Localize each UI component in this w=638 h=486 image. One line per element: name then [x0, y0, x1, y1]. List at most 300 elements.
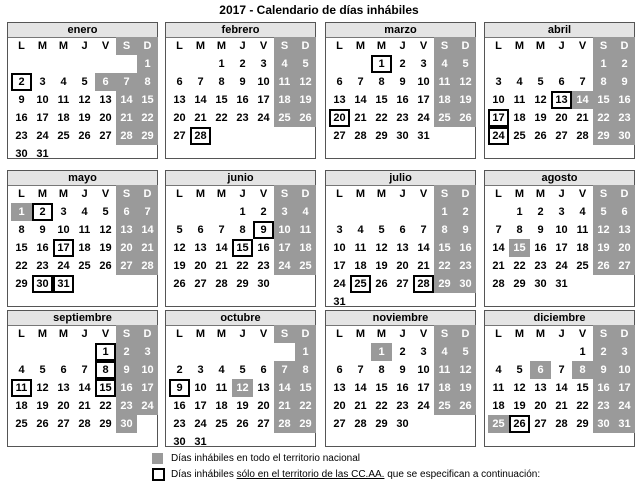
- day-cell: 26: [236, 418, 249, 430]
- weekday-label: D: [620, 40, 629, 52]
- day-cell: 21: [137, 239, 158, 257]
- day-cell: 31: [417, 130, 430, 142]
- day-cell: 18: [513, 112, 526, 124]
- day-cell: 17: [417, 94, 430, 106]
- weekday-label: L: [336, 328, 343, 340]
- weekday-label: D: [301, 328, 310, 340]
- day-cell: 20: [116, 239, 137, 257]
- day-cell: 4: [218, 364, 225, 376]
- day-cell: 8: [516, 224, 523, 236]
- day-cell: 2: [537, 206, 544, 218]
- weekday-label: M: [58, 328, 69, 340]
- weekday-label: V: [259, 328, 268, 340]
- day-cell: 9: [239, 76, 246, 88]
- day-cell: 31: [36, 148, 49, 160]
- day-cell: 29: [434, 275, 455, 293]
- day-cell: 9: [593, 361, 614, 379]
- day-regional-holiday: 17: [53, 239, 74, 257]
- day-cell: 22: [375, 112, 388, 124]
- day-cell: 9: [399, 76, 406, 88]
- month-name: diciembre: [485, 311, 634, 326]
- day-cell: 10: [57, 224, 70, 236]
- day-cell: 10: [614, 361, 635, 379]
- weekday-label: M: [514, 328, 525, 340]
- day-cell: 7: [579, 76, 586, 88]
- day-cell: 29: [15, 278, 28, 290]
- day-regional-holiday: 2: [11, 73, 32, 91]
- day-cell: 15: [215, 94, 228, 106]
- day-cell: 10: [333, 242, 346, 254]
- day-cell: 18: [434, 379, 455, 397]
- day-cell: 16: [257, 242, 270, 254]
- day-cell: 4: [495, 364, 502, 376]
- day-cell: 24: [57, 260, 70, 272]
- day-regional-holiday: 9: [253, 221, 274, 239]
- day-cell: 24: [194, 418, 207, 430]
- day-cell: 7: [197, 76, 204, 88]
- weekday-label: M: [37, 40, 48, 52]
- day-cell: 23: [534, 260, 547, 272]
- day-cell: 5: [455, 343, 476, 361]
- day-cell: 3: [558, 206, 565, 218]
- day-cell: 16: [116, 379, 137, 397]
- day-cell: 2: [614, 55, 635, 73]
- weekday-label: M: [535, 188, 546, 200]
- weekday-label: L: [336, 40, 343, 52]
- day-cell: 5: [516, 364, 523, 376]
- month-name: julio: [326, 171, 475, 186]
- day-cell: 22: [513, 260, 526, 272]
- day-cell: 7: [357, 76, 364, 88]
- day-cell: 5: [455, 55, 476, 73]
- day-cell: 19: [236, 400, 249, 412]
- weekday-label: J: [239, 188, 246, 200]
- day-cell: 2: [455, 203, 476, 221]
- weekday-label: M: [216, 188, 227, 200]
- day-cell: 20: [57, 400, 70, 412]
- legend-regional-text: Días inhábiles sólo en el territorio de las CC.AA. que se especifican a continuación:: [171, 469, 541, 480]
- month-name: octubre: [166, 311, 315, 326]
- day-cell: 16: [614, 91, 635, 109]
- day-national-holiday: 1: [371, 343, 392, 361]
- day-cell: 16: [236, 94, 249, 106]
- day-cell: 6: [60, 364, 67, 376]
- day-cell: 29: [513, 278, 526, 290]
- day-cell: 17: [614, 379, 635, 397]
- day-cell: 19: [534, 112, 547, 124]
- day-cell: 11: [78, 224, 91, 236]
- day-cell: 26: [455, 397, 476, 415]
- day-cell: 9: [39, 224, 46, 236]
- month-mayo: [7, 170, 158, 307]
- day-cell: 23: [396, 400, 409, 412]
- day-cell: 17: [194, 400, 207, 412]
- day-cell: 3: [60, 206, 67, 218]
- weekday-label: J: [399, 188, 406, 200]
- day-national-holiday: 12: [232, 379, 253, 397]
- day-national-holiday: 14: [572, 91, 593, 109]
- weekday-label: M: [58, 188, 69, 200]
- day-national-holiday: 8: [572, 361, 593, 379]
- weekday-label: V: [101, 188, 110, 200]
- day-cell: 15: [576, 382, 589, 394]
- day-cell: 8: [239, 224, 246, 236]
- day-cell: 22: [236, 260, 249, 272]
- day-cell: 12: [173, 242, 186, 254]
- day-cell: 9: [455, 221, 476, 239]
- day-cell: 14: [417, 242, 430, 254]
- day-cell: 2: [399, 58, 406, 70]
- month-enero: [7, 22, 158, 159]
- outlined-box-icon: [152, 468, 165, 481]
- weekday-label: L: [495, 328, 502, 340]
- day-cell: 6: [614, 203, 635, 221]
- day-cell: 14: [215, 242, 228, 254]
- day-cell: 1: [516, 206, 523, 218]
- day-cell: 26: [295, 109, 316, 127]
- day-cell: 22: [215, 112, 228, 124]
- weekday-label: J: [81, 188, 88, 200]
- day-cell: 4: [516, 76, 523, 88]
- weekday-label: S: [122, 188, 131, 200]
- day-cell: 12: [455, 361, 476, 379]
- day-cell: 4: [18, 364, 25, 376]
- day-cell: 19: [375, 260, 388, 272]
- day-regional-holiday: 31: [53, 275, 74, 293]
- day-cell: 26: [78, 130, 91, 142]
- day-national-holiday: 15: [509, 239, 530, 257]
- day-cell: 3: [336, 224, 343, 236]
- month-junio: [165, 170, 316, 307]
- weekday-label: J: [558, 40, 565, 52]
- weekday-label: V: [578, 188, 587, 200]
- weekday-label: V: [419, 188, 428, 200]
- day-cell: 27: [614, 257, 635, 275]
- day-cell: 12: [375, 242, 388, 254]
- day-cell: 8: [295, 361, 316, 379]
- day-cell: 14: [116, 91, 137, 109]
- day-cell: 1: [434, 203, 455, 221]
- day-cell: 3: [495, 76, 502, 88]
- day-cell: 3: [420, 346, 427, 358]
- day-cell: 28: [354, 418, 367, 430]
- day-cell: 29: [99, 418, 112, 430]
- day-cell: 23: [257, 260, 270, 272]
- day-cell: 24: [257, 112, 270, 124]
- day-cell: 18: [492, 400, 505, 412]
- day-cell: 15: [15, 242, 28, 254]
- day-cell: 29: [375, 418, 388, 430]
- day-cell: 27: [333, 418, 346, 430]
- day-cell: 5: [295, 55, 316, 73]
- day-cell: 26: [455, 109, 476, 127]
- day-cell: 23: [173, 418, 186, 430]
- month-name: septiembre: [8, 311, 157, 326]
- weekday-label: S: [599, 188, 608, 200]
- day-cell: 8: [378, 364, 385, 376]
- day-cell: 28: [354, 130, 367, 142]
- weekday-label: M: [195, 188, 206, 200]
- weekday-label: J: [558, 188, 565, 200]
- day-cell: 17: [274, 239, 295, 257]
- day-cell: 24: [36, 130, 49, 142]
- day-cell: 8: [137, 73, 158, 91]
- day-cell: 25: [576, 260, 589, 272]
- day-cell: 5: [39, 364, 46, 376]
- day-cell: 2: [116, 343, 137, 361]
- day-cell: 15: [375, 94, 388, 106]
- day-cell: 21: [576, 112, 589, 124]
- day-cell: 18: [274, 91, 295, 109]
- day-cell: 16: [396, 382, 409, 394]
- day-cell: 30: [396, 418, 409, 430]
- day-cell: 28: [274, 415, 295, 433]
- day-cell: 14: [78, 382, 91, 394]
- weekday-label: L: [495, 40, 502, 52]
- month-julio: [325, 170, 476, 307]
- day-cell: 14: [555, 382, 568, 394]
- weekday-label: M: [514, 188, 525, 200]
- day-cell: 15: [295, 379, 316, 397]
- day-cell: 17: [417, 382, 430, 394]
- day-cell: 20: [99, 112, 112, 124]
- day-cell: 30: [257, 278, 270, 290]
- day-cell: 25: [78, 260, 91, 272]
- day-cell: 26: [593, 257, 614, 275]
- day-cell: 21: [215, 260, 228, 272]
- day-national-holiday: 6: [530, 361, 551, 379]
- month-name: junio: [166, 171, 315, 186]
- day-cell: 13: [396, 242, 409, 254]
- day-cell: 11: [434, 361, 455, 379]
- day-cell: 21: [354, 112, 367, 124]
- day-cell: 4: [81, 206, 88, 218]
- day-cell: 14: [492, 242, 505, 254]
- day-cell: 23: [593, 397, 614, 415]
- day-cell: 30: [396, 130, 409, 142]
- weekday-label: V: [419, 40, 428, 52]
- day-cell: 10: [36, 94, 49, 106]
- weekday-label: V: [101, 40, 110, 52]
- day-cell: 29: [576, 418, 589, 430]
- day-cell: 11: [274, 73, 295, 91]
- weekday-label: L: [176, 40, 183, 52]
- day-cell: 21: [78, 400, 91, 412]
- day-cell: 1: [239, 206, 246, 218]
- day-cell: 3: [39, 76, 46, 88]
- day-cell: 22: [593, 109, 614, 127]
- weekday-label: M: [535, 40, 546, 52]
- day-cell: 30: [15, 148, 28, 160]
- day-cell: 14: [274, 379, 295, 397]
- day-cell: 9: [18, 94, 25, 106]
- day-cell: 2: [593, 343, 614, 361]
- day-cell: 30: [173, 436, 186, 448]
- day-cell: 25: [434, 397, 455, 415]
- day-cell: 1: [593, 55, 614, 73]
- day-cell: 8: [18, 224, 25, 236]
- day-cell: 17: [257, 94, 270, 106]
- day-cell: 31: [614, 415, 635, 433]
- day-cell: 30: [614, 127, 635, 145]
- day-cell: 7: [357, 364, 364, 376]
- day-cell: 7: [420, 224, 427, 236]
- day-cell: 8: [378, 76, 385, 88]
- day-cell: 10: [492, 94, 505, 106]
- day-cell: 21: [116, 109, 137, 127]
- day-regional-holiday: 13: [551, 91, 572, 109]
- day-cell: 27: [555, 130, 568, 142]
- month-septiembre: [7, 310, 158, 447]
- day-regional-holiday: 24: [488, 127, 509, 145]
- month-name: febrero: [166, 23, 315, 38]
- day-cell: 23: [15, 130, 28, 142]
- weekday-label: M: [535, 328, 546, 340]
- weekday-label: S: [122, 328, 131, 340]
- weekday-label: M: [58, 40, 69, 52]
- day-cell: 18: [354, 260, 367, 272]
- weekday-label: V: [578, 328, 587, 340]
- day-regional-holiday: 28: [190, 127, 211, 145]
- day-cell: 10: [137, 361, 158, 379]
- day-cell: 4: [434, 343, 455, 361]
- day-cell: 22: [137, 109, 158, 127]
- day-cell: 22: [434, 257, 455, 275]
- day-cell: 7: [558, 364, 565, 376]
- weekday-label: D: [620, 188, 629, 200]
- day-cell: 22: [99, 400, 112, 412]
- weekday-label: V: [259, 40, 268, 52]
- day-cell: 3: [260, 58, 267, 70]
- day-cell: 13: [257, 382, 270, 394]
- weekday-label: M: [216, 40, 227, 52]
- day-cell: 10: [555, 224, 568, 236]
- day-regional-holiday: 2: [32, 203, 53, 221]
- day-cell: 8: [593, 73, 614, 91]
- weekday-label: M: [216, 328, 227, 340]
- weekday-label: J: [558, 328, 565, 340]
- day-cell: 10: [417, 76, 430, 88]
- month-name: abril: [485, 23, 634, 38]
- day-cell: 19: [78, 112, 91, 124]
- day-cell: 22: [375, 400, 388, 412]
- weekday-label: D: [620, 328, 629, 340]
- day-cell: 30: [534, 278, 547, 290]
- day-cell: 16: [534, 242, 547, 254]
- day-cell: 1: [218, 58, 225, 70]
- weekday-label: M: [376, 188, 387, 200]
- day-regional-holiday: 11: [11, 379, 32, 397]
- day-cell: 15: [593, 91, 614, 109]
- month-noviembre: [325, 310, 476, 447]
- weekday-label: D: [301, 188, 310, 200]
- day-cell: 19: [36, 400, 49, 412]
- day-cell: 3: [137, 343, 158, 361]
- day-cell: 26: [534, 130, 547, 142]
- weekday-label: J: [81, 40, 88, 52]
- day-cell: 25: [215, 418, 228, 430]
- day-cell: 22: [295, 397, 316, 415]
- weekday-label: J: [239, 328, 246, 340]
- day-cell: 23: [614, 109, 635, 127]
- weekday-label: L: [336, 188, 343, 200]
- day-cell: 7: [116, 73, 137, 91]
- weekday-label: D: [301, 40, 310, 52]
- day-cell: 31: [194, 436, 207, 448]
- day-cell: 23: [455, 257, 476, 275]
- month-name: enero: [8, 23, 157, 38]
- weekday-label: S: [440, 188, 449, 200]
- day-cell: 25: [15, 418, 28, 430]
- day-cell: 31: [555, 278, 568, 290]
- day-cell: 7: [495, 224, 502, 236]
- day-cell: 7: [218, 224, 225, 236]
- day-cell: 18: [78, 242, 91, 254]
- day-cell: 16: [173, 400, 186, 412]
- day-cell: 11: [354, 242, 367, 254]
- day-cell: 20: [257, 400, 270, 412]
- day-cell: 5: [81, 76, 88, 88]
- day-cell: 23: [396, 112, 409, 124]
- day-cell: 19: [593, 239, 614, 257]
- weekday-label: D: [143, 188, 152, 200]
- day-cell: 13: [614, 221, 635, 239]
- day-cell: 20: [396, 260, 409, 272]
- weekday-label: S: [280, 188, 289, 200]
- day-cell: 27: [333, 130, 346, 142]
- day-cell: 24: [137, 397, 158, 415]
- day-national-holiday: 1: [11, 203, 32, 221]
- day-cell: 6: [558, 76, 565, 88]
- weekday-label: M: [195, 40, 206, 52]
- day-cell: 19: [455, 91, 476, 109]
- day-cell: 6: [116, 203, 137, 221]
- weekday-label: S: [122, 40, 131, 52]
- day-cell: 4: [357, 224, 364, 236]
- day-cell: 20: [194, 260, 207, 272]
- day-cell: 2: [239, 58, 246, 70]
- weekday-label: J: [399, 40, 406, 52]
- day-cell: 29: [375, 130, 388, 142]
- weekday-label: D: [143, 40, 152, 52]
- day-cell: 12: [295, 73, 316, 91]
- day-cell: 15: [434, 239, 455, 257]
- weekday-label: D: [461, 40, 470, 52]
- day-cell: 25: [434, 109, 455, 127]
- day-cell: 5: [378, 224, 385, 236]
- month-diciembre: [484, 310, 635, 447]
- day-cell: 19: [295, 91, 316, 109]
- day-cell: 3: [274, 203, 295, 221]
- weekday-label: L: [176, 188, 183, 200]
- day-cell: 18: [15, 400, 28, 412]
- weekday-label: M: [37, 188, 48, 200]
- day-cell: 10: [417, 364, 430, 376]
- day-cell: 5: [102, 206, 109, 218]
- weekday-label: M: [355, 188, 366, 200]
- day-cell: 20: [534, 400, 547, 412]
- weekday-label: S: [440, 328, 449, 340]
- day-cell: 17: [36, 112, 49, 124]
- day-cell: 14: [354, 94, 367, 106]
- weekday-label: M: [514, 40, 525, 52]
- day-cell: 10: [274, 221, 295, 239]
- weekday-label: M: [355, 328, 366, 340]
- day-cell: 13: [57, 382, 70, 394]
- day-cell: 28: [137, 257, 158, 275]
- day-cell: 26: [99, 260, 112, 272]
- day-cell: 14: [194, 94, 207, 106]
